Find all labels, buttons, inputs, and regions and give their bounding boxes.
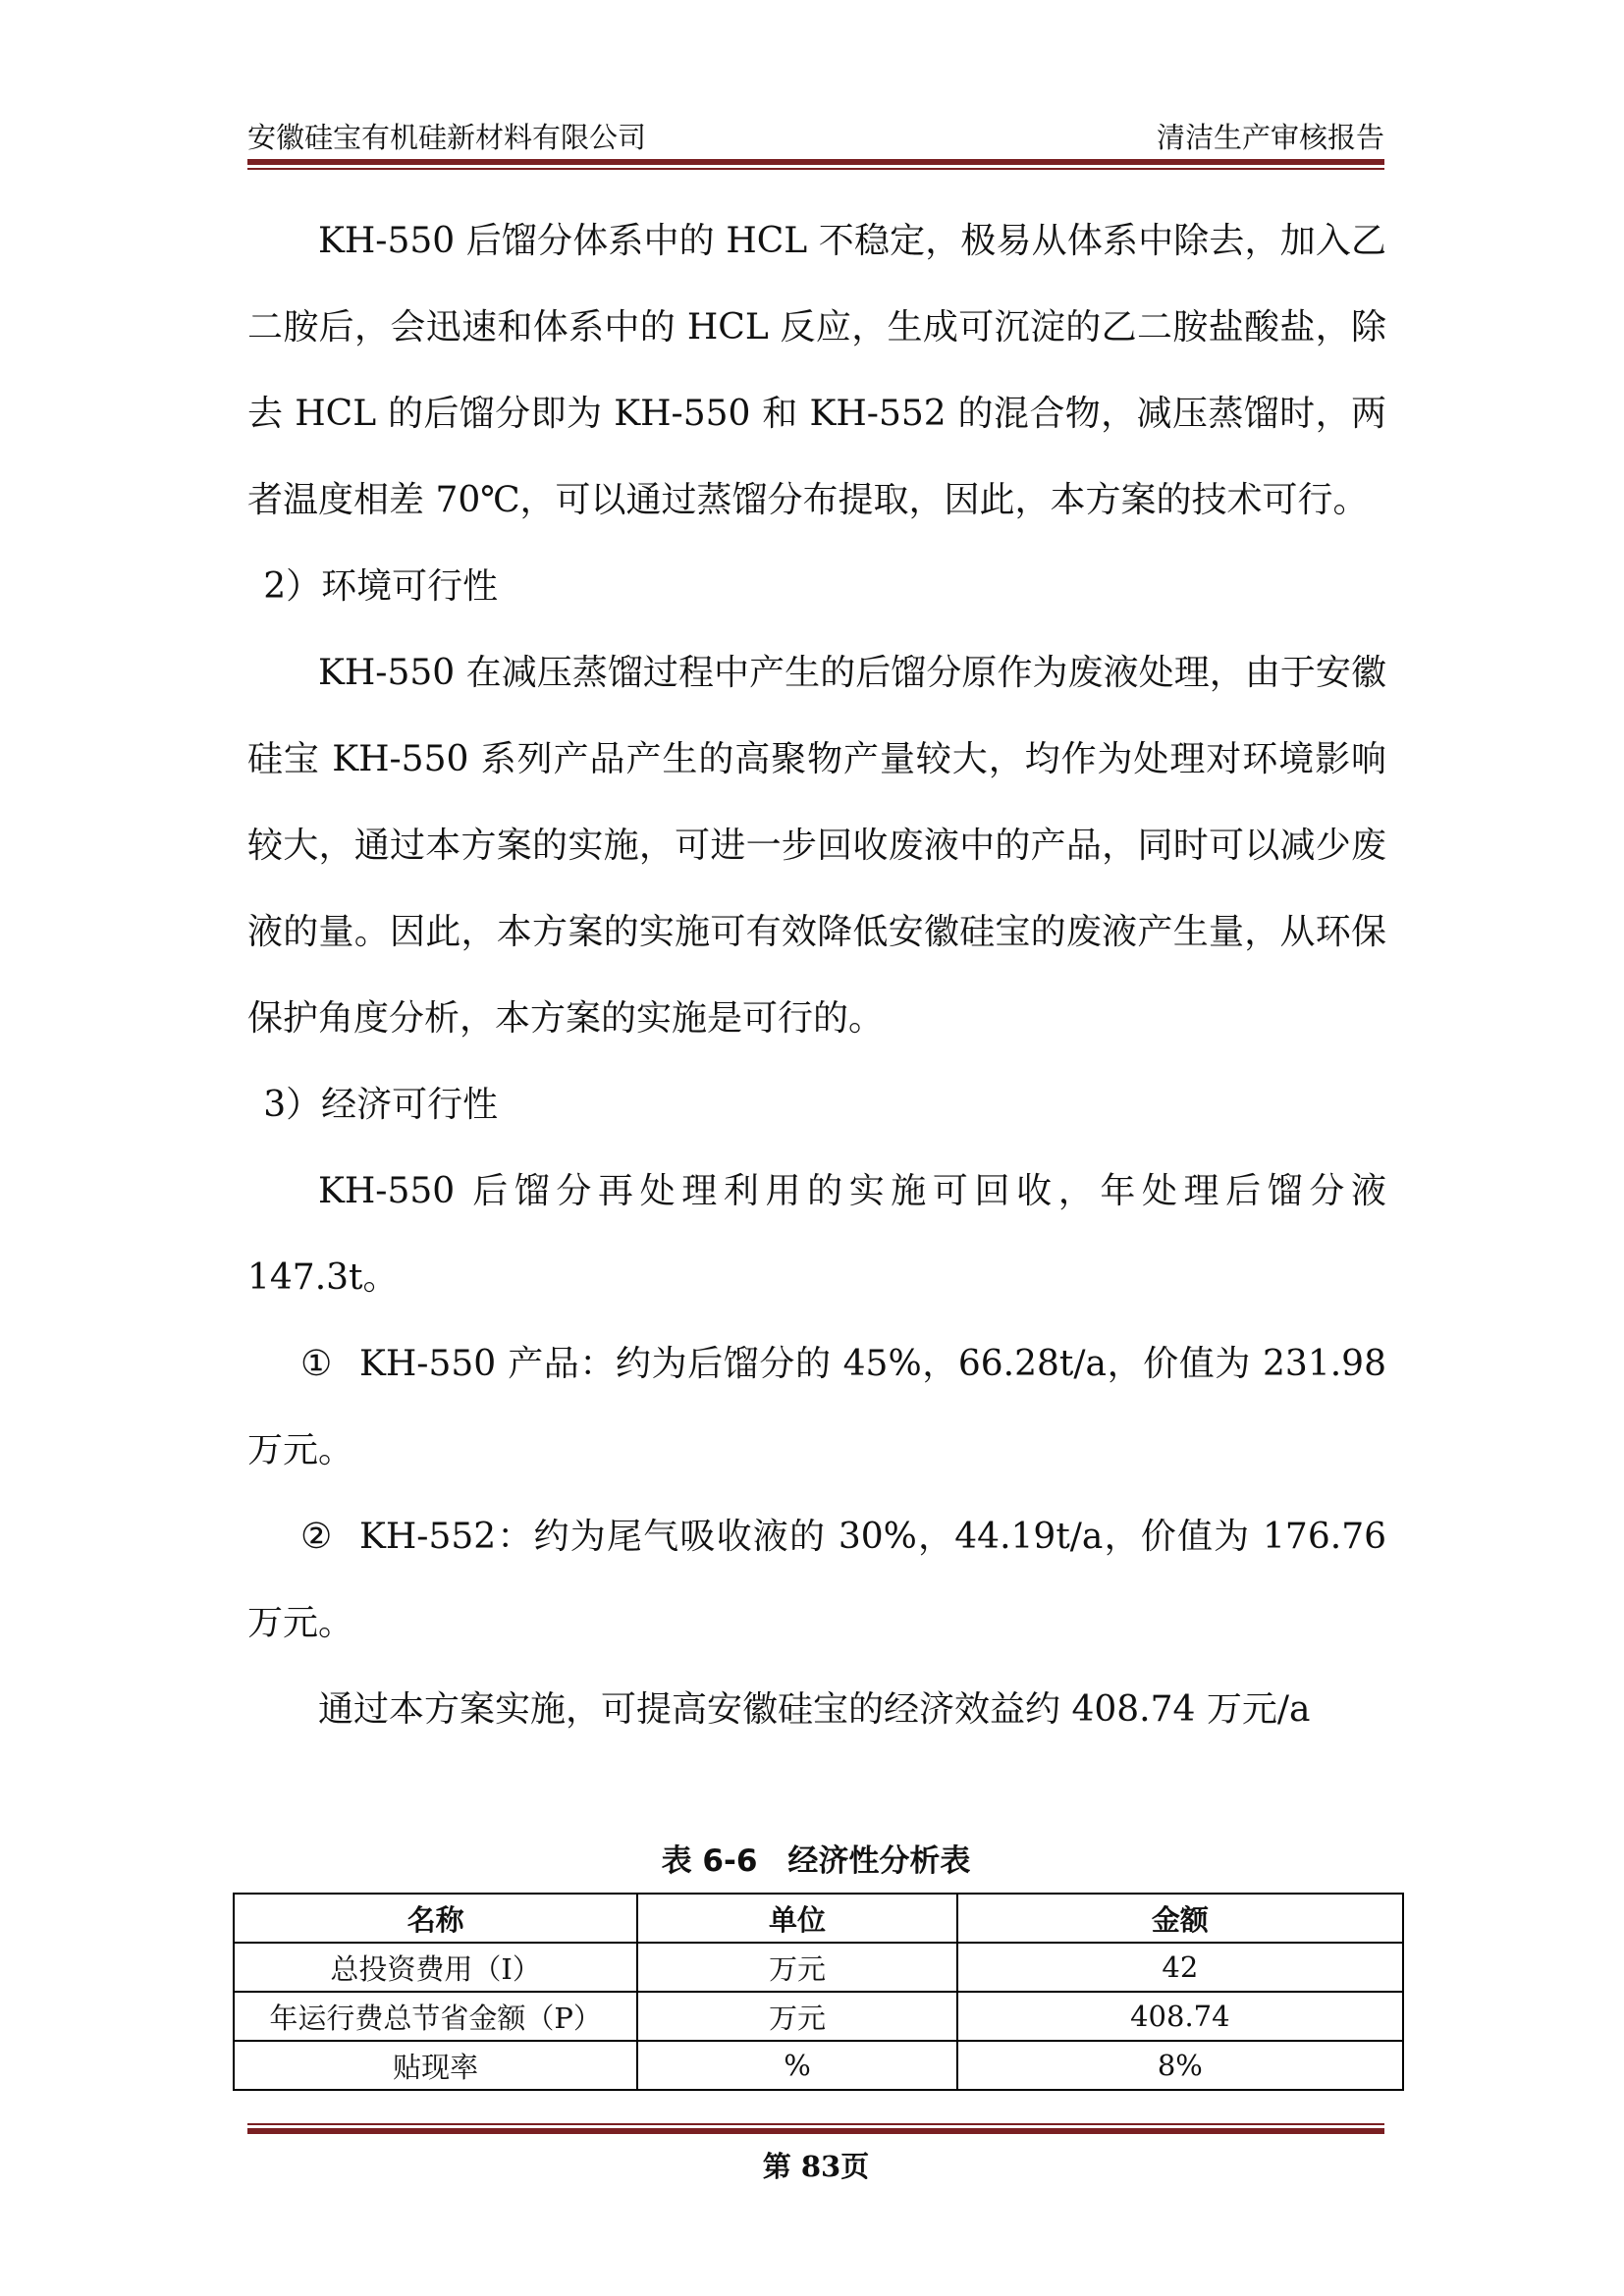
paragraph-environmental: KH-550 在减压蒸馏过程中产生的后馏分原作为废液处理，由于安徽硅宝 KH-550 系列产品产生的高聚物产量较大，均作为处理对环境影响较大，通过本方案的实施，可进一步回收废液中的产品，同时可以减少废液的量。因此，本方案的实施可有效降低安徽硅宝的废液产生量，从环保保护角度分析，本方案的实施是可行的。 <box>247 653 1386 1039</box>
table-cell: 万元 <box>637 1943 956 1992</box>
list-item-kh552-text: KH-552：约为尾气吸收液的 30%，44.19t/a，价值为 176.76 万元。 <box>247 1517 1386 1643</box>
table-cell: 贴现率 <box>234 2041 637 2090</box>
footer-rule-thin <box>247 2123 1384 2125</box>
header-rule-thick <box>247 159 1384 165</box>
table-cell: % <box>637 2041 956 2090</box>
page-number: 第 83页 <box>762 2150 870 2183</box>
table-row <box>234 1943 1403 1992</box>
circled-number-2: ② <box>300 1517 333 1557</box>
circled-number-1: ① <box>300 1344 333 1384</box>
table-caption: 表 6-6 经济性分析表 <box>661 1843 971 1879</box>
table-cell: 42 <box>957 1943 1403 1992</box>
list-item-kh552 <box>247 1494 1386 1667</box>
paragraph-summary: 通过本方案实施，可提高安徽硅宝的经济效益约 408.74 万元/a <box>318 1689 1311 1730</box>
column-header-unit: 单位 <box>637 1894 956 1943</box>
list-item-kh550-text: KH-550 产品：约为后馏分的 45%，66.28t/a，价值为 231.98 万元。 <box>247 1344 1386 1470</box>
paragraph-technical: KH-550 后馏分体系中的 HCL 不稳定，极易从体系中除去，加入乙二胺后，会迅速和体系中的 HCL 反应，生成可沉淀的乙二胺盐酸盐，除去 HCL 的后馏分即为 KH-550 和 KH-552 的混合物，减压蒸馏时，两者温度相差 70℃，可以通过蒸馏分布提取，因此，本方案的技术可行。 <box>247 221 1386 520</box>
column-header-amount: 金额 <box>957 1894 1403 1943</box>
heading-environmental: 2）环境可行性 <box>263 566 499 607</box>
table-cell: 408.74 <box>957 1992 1403 2041</box>
heading-economic: 3）经济可行性 <box>263 1085 499 1125</box>
report-title: 清洁生产审核报告 <box>1156 121 1384 154</box>
table-cell: 8% <box>957 2041 1403 2090</box>
paragraph-economic: KH-550 后馏分再处理利用的实施可回收，年处理后馏分液 147.3t。 <box>247 1171 1386 1298</box>
company-name: 安徽硅宝有机硅新材料有限公司 <box>247 121 647 154</box>
table-row <box>234 2041 1403 2090</box>
table-cell: 万元 <box>637 1992 956 2041</box>
table-cell: 年运行费总节省金额（P） <box>234 1992 637 2041</box>
page-header <box>247 116 1384 157</box>
table-row <box>234 1992 1403 2041</box>
table-cell: 总投资费用（I） <box>234 1943 637 1992</box>
table-header-row <box>234 1894 1403 1943</box>
economic-analysis-table <box>233 1893 1404 2091</box>
body-text <box>247 198 1386 1753</box>
list-item-kh550 <box>247 1321 1386 1494</box>
header-rule-thin <box>247 168 1384 170</box>
footer-rule-thick <box>247 2128 1384 2134</box>
column-header-name: 名称 <box>234 1894 637 1943</box>
